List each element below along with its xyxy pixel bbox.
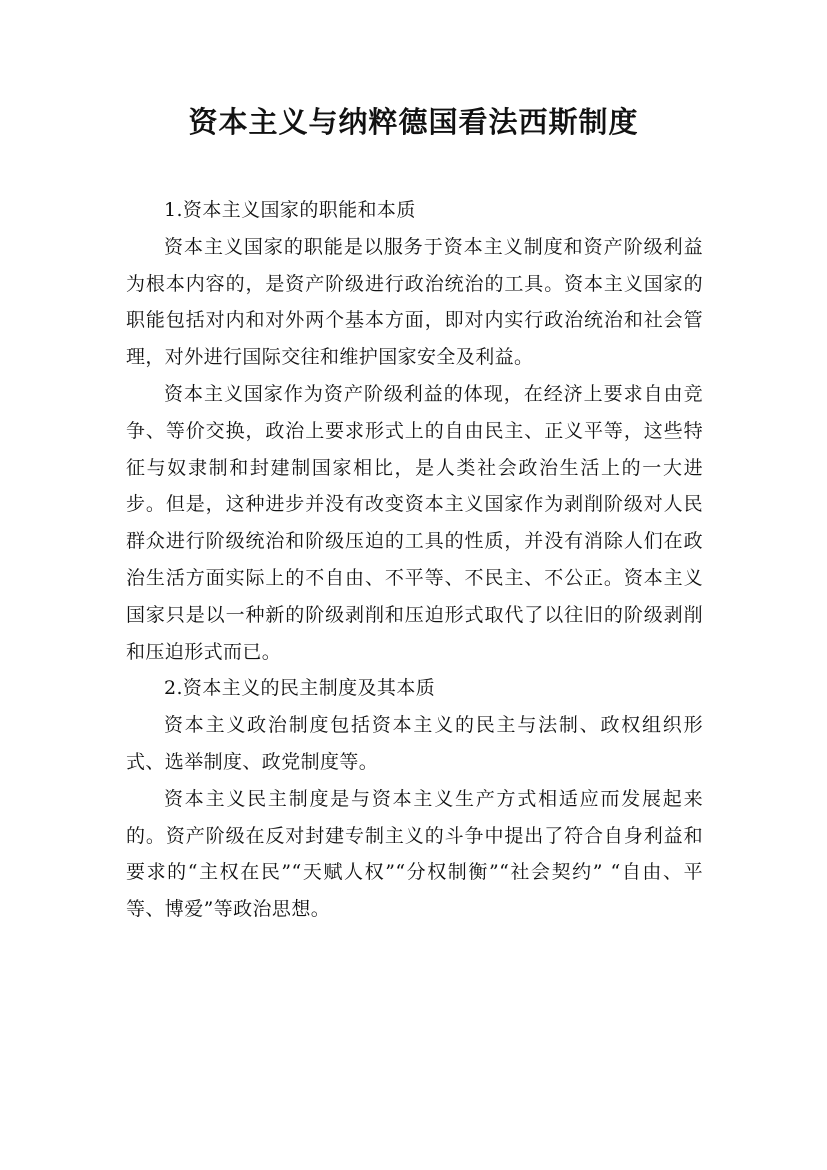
section-2-heading: 2.资本主义的民主制度及其本质 [164, 677, 436, 700]
section-2-paragraph-2: 资本主义民主制度是与资本主义生产方式相适应而发展起来的。资产阶级在反对封建专制主义的斗争中提出了符合自身利益和要求的“主权在民”“天赋人权”“分权制衡”“社会契约” “自由、平等、博爱”等政治思想。 [126, 787, 703, 921]
section-1-heading: 1.资本主义国家的职能和本质 [164, 199, 416, 221]
document-body [126, 192, 703, 928]
document-title: 资本主义与纳粹德国看法西斯制度 [188, 105, 639, 139]
section-1-paragraph-1: 资本主义国家的职能是以服务于资本主义制度和资产阶级利益为根本内容的，是资产阶级进行政治统治的工具。资本主义国家的职能包括对内和对外两个基本方面，即对内实行政治统治和社会管理，对外进行国际交往和维护国家安全及利益。 [126, 235, 703, 369]
section-1-paragraph-2: 资本主义国家作为资产阶级利益的体现，在经济上要求自由竞争、等价交换，政治上要求形式上的自由民主、正义平等，这些特征与奴隶制和封建制国家相比，是人类社会政治生活上的一大进步。但是，这种进步并没有改变资本主义国家作为剥削阶级对人民群众进行阶级统治和阶级压迫的工具的性质，并没有消除人们在政治生活方面实际上的不自由、不平等、不民主、不公正。资本主义国家只是以一种新的阶级剥削和压迫形式取代了以往旧的阶级剥削和压迫形式而已。 [126, 382, 703, 663]
section-2-paragraph-1: 资本主义政治制度包括资本主义的民主与法制、政权组织形式、选举制度、政党制度等。 [126, 714, 703, 773]
